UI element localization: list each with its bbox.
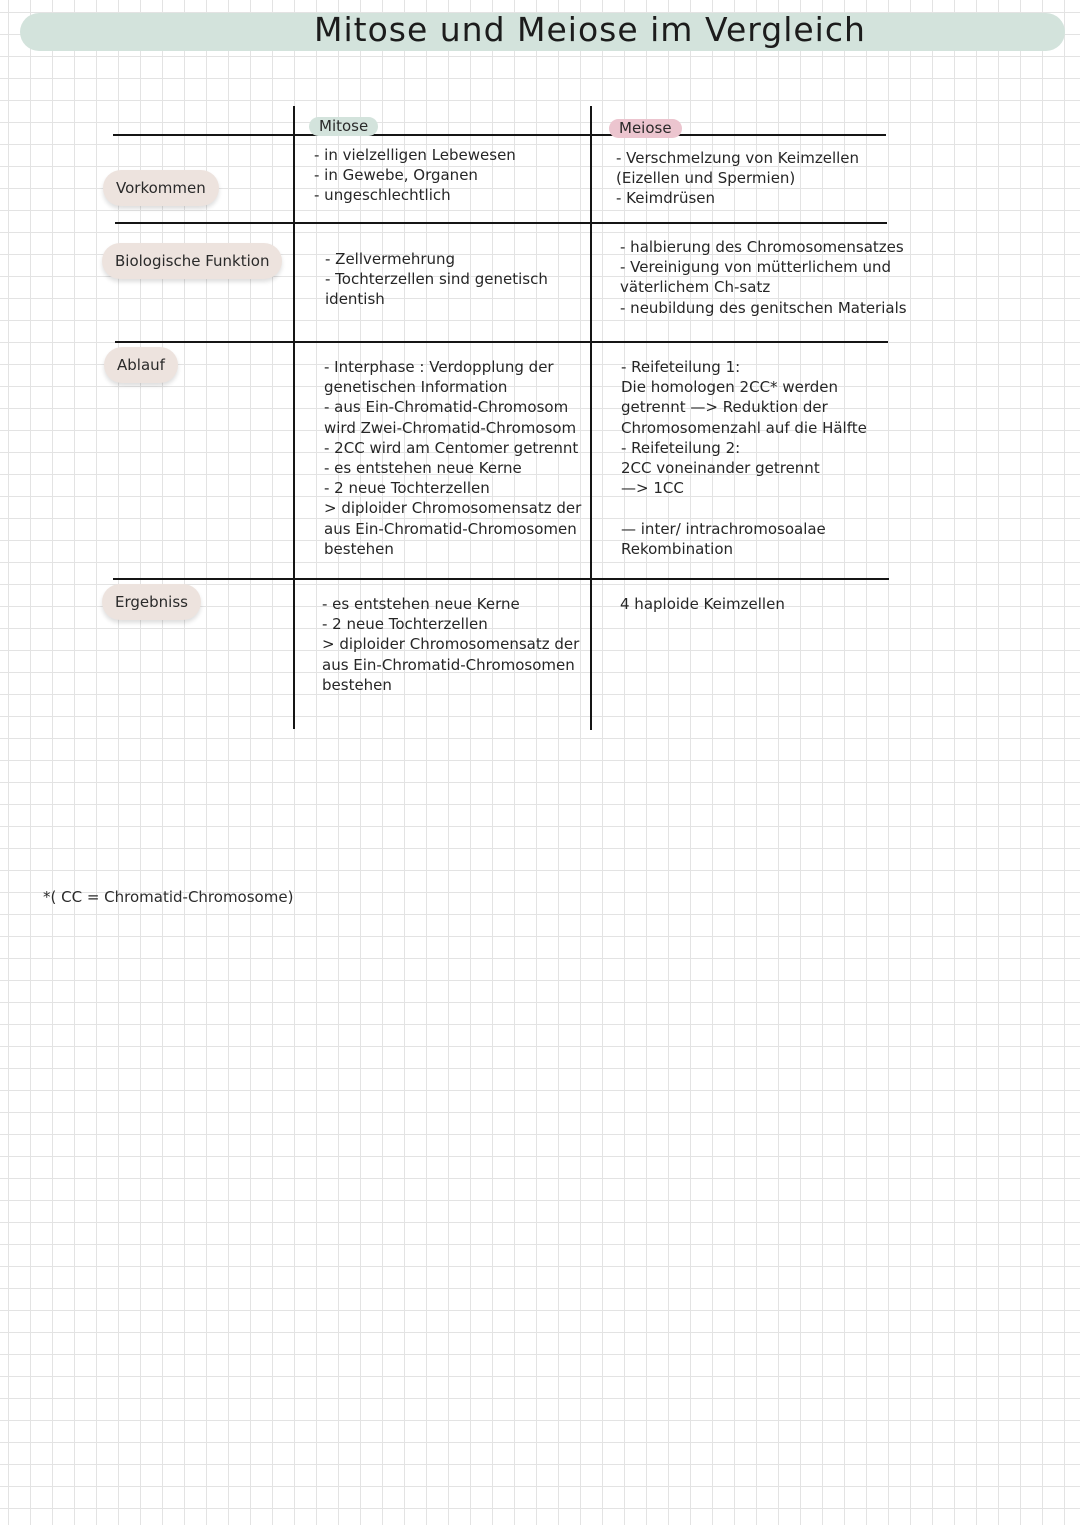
row-rule bbox=[115, 222, 887, 224]
row-label-vorkommen: Vorkommen bbox=[103, 170, 219, 206]
column-header-meiose: Meiose bbox=[609, 119, 682, 138]
cell-line: - ungeschlechtlich bbox=[314, 186, 451, 205]
cell-line: - Verschmelzung von Keimzellen bbox=[616, 149, 860, 167]
column-rule bbox=[293, 106, 295, 729]
row-rule bbox=[115, 341, 888, 343]
row-label-ergebniss: Ergebniss bbox=[102, 584, 201, 620]
cell-line: - in vielzelligen Lebewesen bbox=[314, 146, 516, 164]
cell-line: - 2CC wird am Centomer getrennt bbox=[324, 438, 579, 457]
cell-line: - 2 neue Tochterzellen bbox=[324, 479, 490, 498]
cell-ablauf-meiose bbox=[621, 357, 867, 559]
cell-line: wird Zwei-Chromatid-Chromosom bbox=[324, 418, 577, 437]
cell-line: (Eizellen und Spermien) bbox=[616, 169, 796, 188]
cell-line: — inter/ intrachromosoalae bbox=[621, 519, 826, 538]
cell-ergebnis-meiose bbox=[620, 594, 785, 614]
column-rule bbox=[590, 106, 592, 730]
row-label-biologische-funktion: Biologische Funktion bbox=[102, 243, 282, 279]
cell-line: bestehen bbox=[322, 675, 392, 694]
row-rule bbox=[113, 578, 889, 580]
cell-line: 4 haploide Keimzellen bbox=[620, 595, 785, 613]
cell-line: Rekombination bbox=[621, 539, 734, 558]
cell-ablauf-mitose bbox=[324, 357, 581, 559]
cell-line: - Reifeteilung 2: bbox=[621, 438, 741, 457]
row-label-ablauf: Ablauf bbox=[104, 347, 178, 383]
cell-line: - Tochterzellen sind genetisch bbox=[325, 270, 548, 289]
cell-line: - 2 neue Tochterzellen bbox=[322, 615, 488, 634]
cell-line: Die homologen 2CC* werden bbox=[621, 378, 838, 397]
cell-line: - halbierung des Chromosomensatzes bbox=[620, 238, 904, 256]
cell-line: Chromosomenzahl auf die Hälfte bbox=[621, 418, 867, 437]
cell-line: getrennt —> Reduktion der bbox=[621, 398, 828, 417]
cell-vorkommen-mitose bbox=[314, 145, 516, 206]
cell-line: - Zellvermehrung bbox=[325, 250, 456, 268]
cell-line: - es entstehen neue Kerne bbox=[324, 459, 522, 478]
cell-funktion-mitose bbox=[325, 249, 548, 310]
cell-line: - Reifeteilung 1: bbox=[621, 358, 741, 376]
cell-line: - neubildung des genitschen Materials bbox=[620, 298, 907, 317]
cell-line: - Interphase : Verdopplung der bbox=[324, 358, 554, 376]
cell-line: genetischen Information bbox=[324, 378, 508, 397]
cell-ergebnis-mitose bbox=[322, 594, 579, 695]
cell-line: identish bbox=[325, 290, 385, 309]
cell-line: - aus Ein-Chromatid-Chromosom bbox=[324, 398, 569, 417]
cell-vorkommen-meiose bbox=[616, 148, 859, 209]
cell-line: - es entstehen neue Kerne bbox=[322, 595, 520, 613]
cell-spacer bbox=[621, 498, 867, 518]
cell-line: bestehen bbox=[324, 539, 394, 558]
cell-line: > diploider Chromosomensatz der bbox=[322, 635, 580, 654]
cell-line: 2CC voneinander getrennt bbox=[621, 459, 820, 478]
cell-line: aus Ein-Chromatid-Chromosomen bbox=[324, 519, 577, 538]
cell-line: väterlichem Ch-satz bbox=[620, 278, 771, 297]
cell-line: - Vereinigung von mütterlichem und bbox=[620, 258, 892, 277]
cell-line: —> 1CC bbox=[621, 479, 684, 498]
cell-line: aus Ein-Chromatid-Chromosomen bbox=[322, 655, 575, 674]
cell-funktion-meiose bbox=[620, 237, 907, 318]
cell-line: - Keimdrüsen bbox=[616, 189, 716, 208]
page-title: Mitose und Meiose im Vergleich bbox=[314, 10, 866, 49]
cell-line: - in Gewebe, Organen bbox=[314, 166, 478, 185]
footnote: *( CC = Chromatid-Chromosome) bbox=[43, 888, 294, 906]
column-header-mitose: Mitose bbox=[309, 117, 378, 136]
header-rule bbox=[113, 134, 886, 136]
cell-line: > diploider Chromosomensatz der bbox=[324, 499, 582, 518]
